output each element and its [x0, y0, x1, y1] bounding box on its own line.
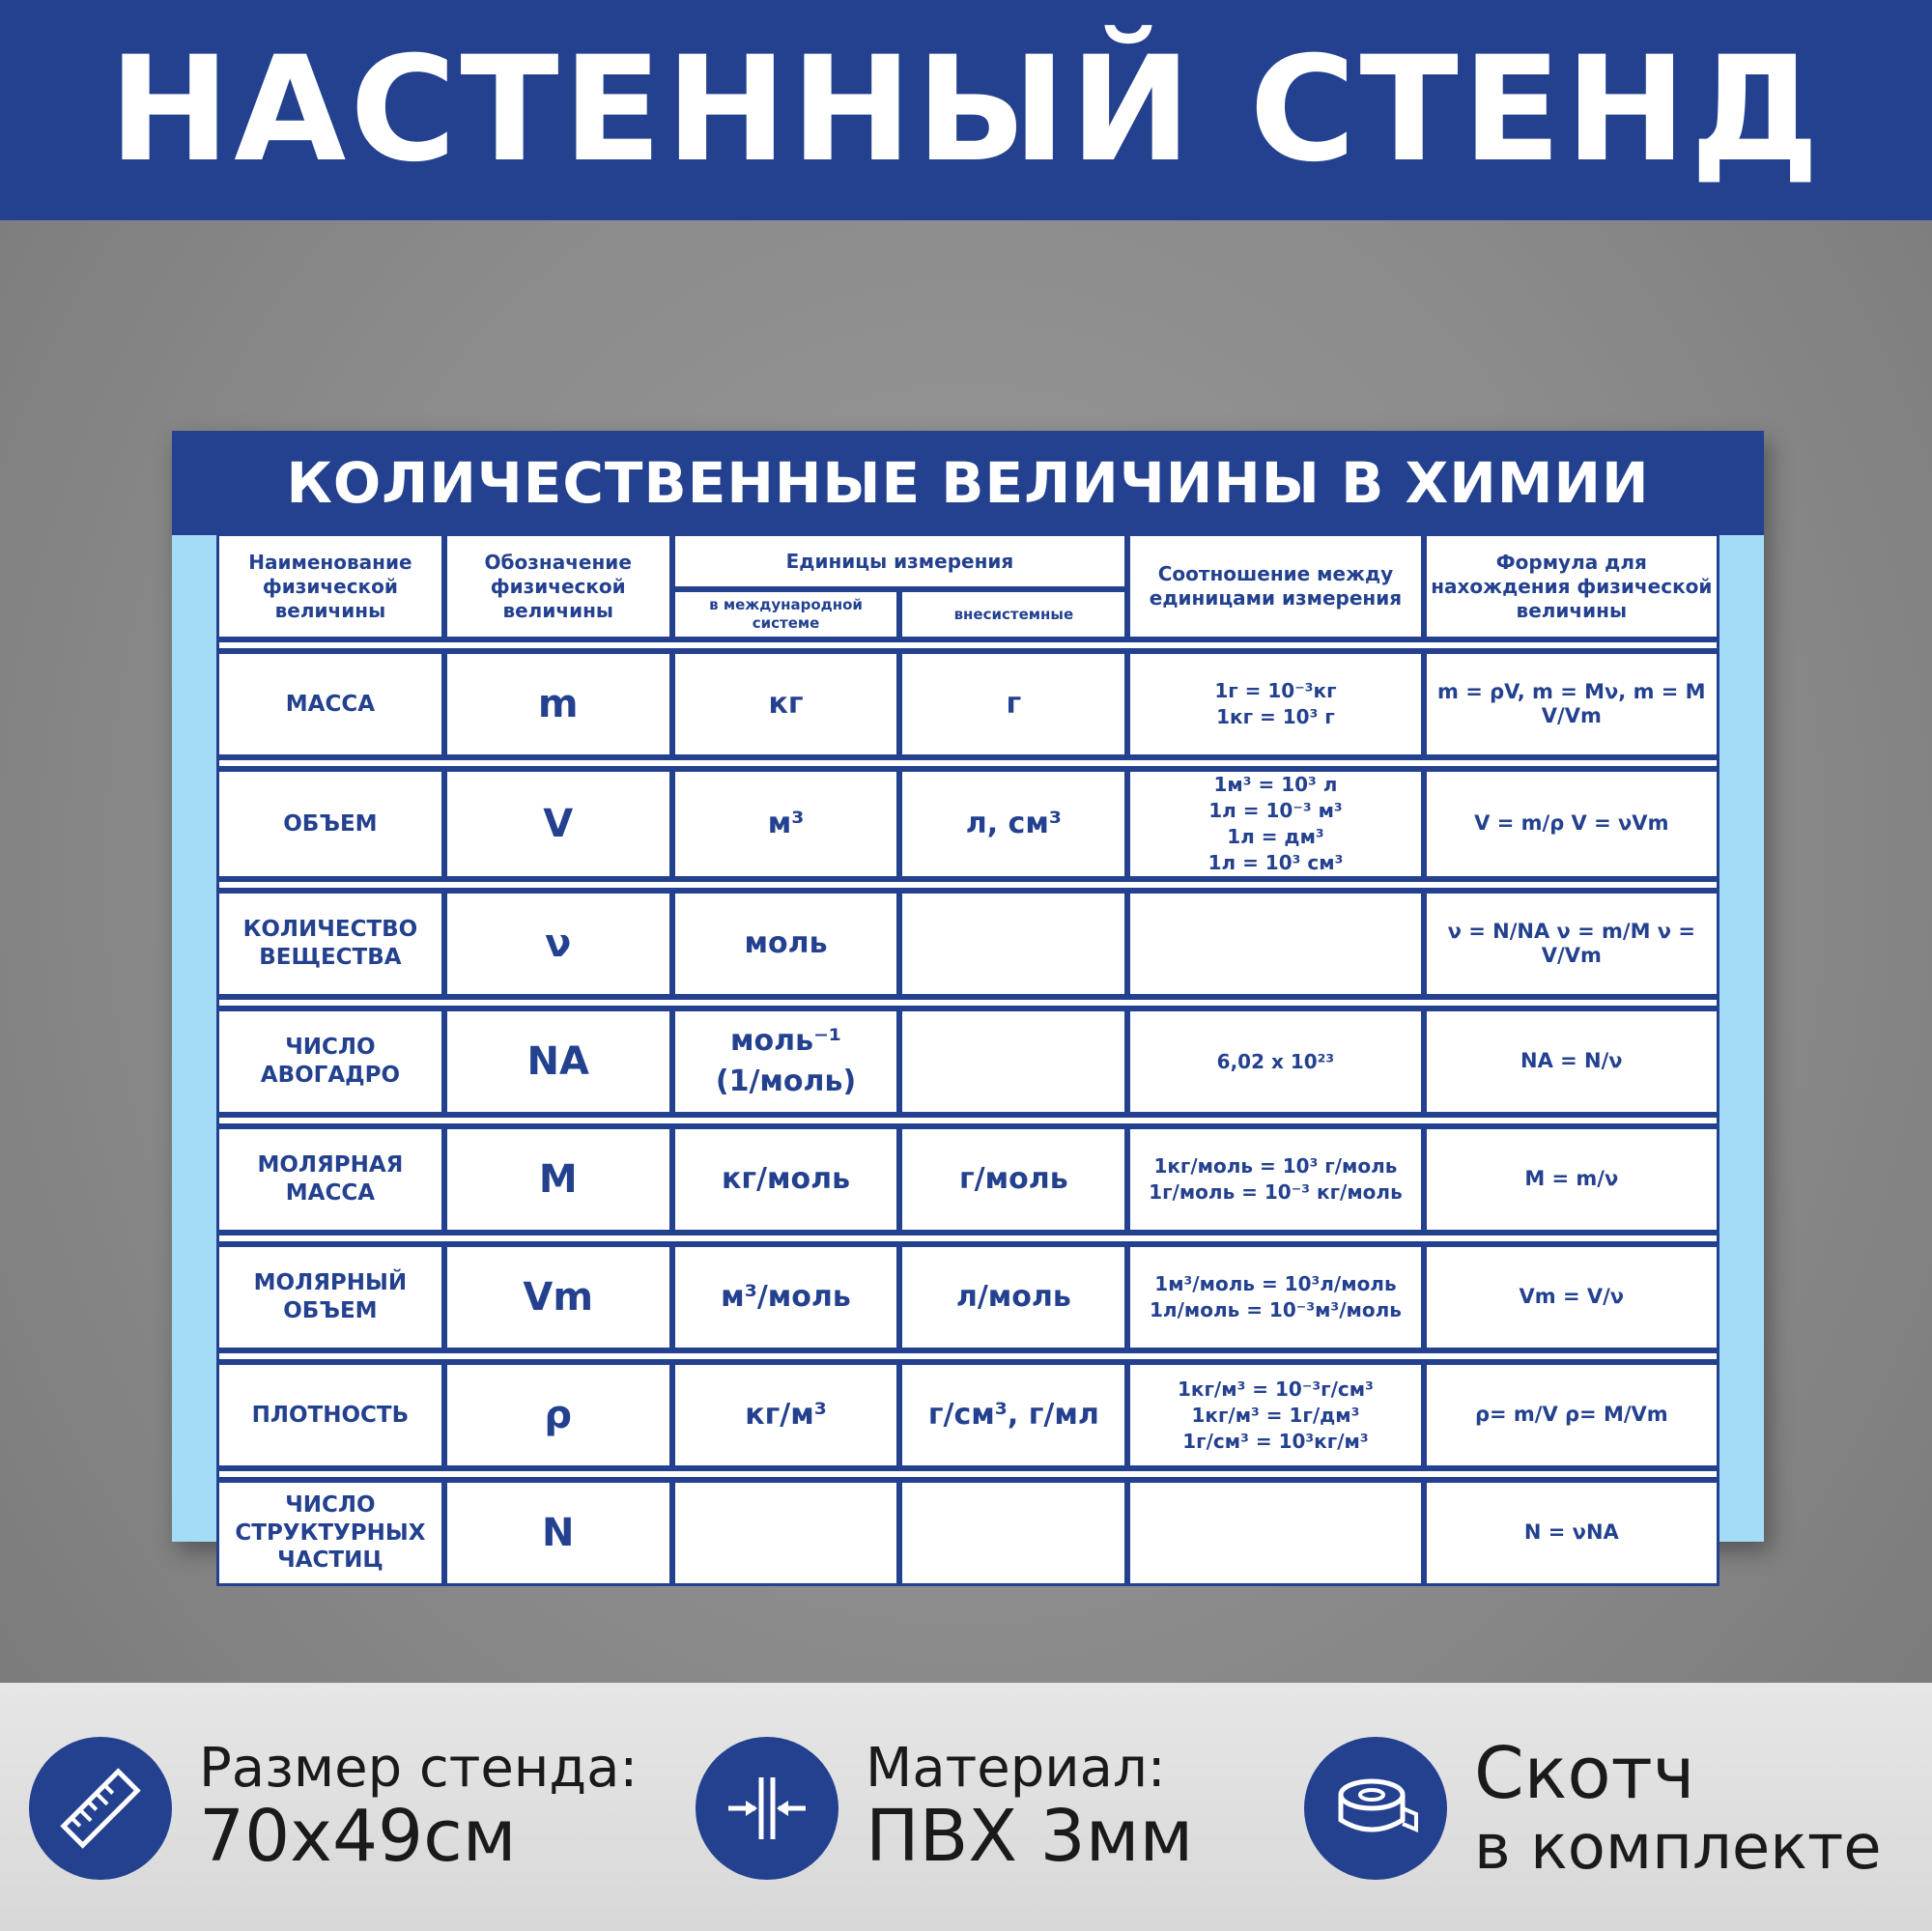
row-name: ЧИСЛО АВОГАДРО — [216, 1008, 444, 1115]
col-header-relation: Соотношение между единицами измерения — [1127, 533, 1423, 639]
row-formula: M = m/ν — [1424, 1126, 1719, 1233]
row-symbol: Vm — [444, 1244, 672, 1350]
row-formula: V = m/ρ V = νVm — [1424, 769, 1719, 879]
row-gap-cell — [216, 757, 1719, 769]
table-row — [216, 1126, 1719, 1233]
material-value: ПВХ 3мм — [866, 1794, 1194, 1878]
row-name: МОЛЯРНЫЙ ОБЪЕМ — [216, 1244, 444, 1350]
row-gap — [216, 757, 1719, 769]
row-unit-other: л/моль — [899, 1244, 1127, 1350]
row-relation: 1кг/моль = 10³ г/моль 1г/моль = 10⁻³ кг/моль — [1127, 1126, 1423, 1233]
info-strip — [0, 1683, 1932, 1931]
row-name: МОЛЯРНАЯ МАССА — [216, 1126, 444, 1233]
col-header-units: Единицы измерения — [672, 533, 1128, 589]
row-unit-si: моль — [672, 891, 900, 997]
row-relation: 1кг/м³ = 10⁻³г/см³ 1кг/м³ = 1г/дм³ 1г/см³ = 10³кг/м³ — [1127, 1362, 1423, 1468]
row-gap-cell — [216, 879, 1719, 891]
stand-board — [172, 431, 1764, 1574]
row-symbol: NA — [444, 1008, 672, 1115]
tape-icon — [1304, 1737, 1447, 1880]
row-symbol: m — [444, 651, 672, 757]
table-row — [216, 891, 1719, 997]
row-relation: 6,02 x 10²³ — [1127, 1008, 1423, 1115]
row-relation: 1м³/моль = 10³л/моль 1л/моль = 10⁻³м³/моль — [1127, 1244, 1423, 1350]
row-unit-other — [899, 891, 1127, 997]
page-title: НАСТЕННЫЙ СТЕНД — [108, 26, 1824, 194]
row-unit-si: м³/моль — [672, 1244, 900, 1350]
table-row — [216, 1244, 1719, 1350]
row-formula: ρ= m/V ρ= M/Vm — [1424, 1362, 1719, 1468]
row-gap — [216, 1468, 1719, 1480]
header-band — [0, 0, 1932, 220]
row-gap-cell — [216, 997, 1719, 1008]
row-formula: Vm = V/ν — [1424, 1244, 1719, 1350]
size-label: Размер стенда: — [199, 1736, 639, 1800]
row-gap — [216, 997, 1719, 1008]
row-symbol: ν — [444, 891, 672, 997]
row-gap-cell — [216, 639, 1719, 651]
table-row — [216, 1362, 1719, 1468]
ruler-icon — [29, 1737, 172, 1880]
row-unit-si — [672, 1480, 900, 1586]
col-header-units-si: в международной системе — [672, 589, 900, 639]
row-unit-si: кг/м³ — [672, 1362, 900, 1468]
table-row — [216, 651, 1719, 757]
row-name: КОЛИЧЕСТВО ВЕЩЕСТВА — [216, 891, 444, 997]
table-header-row — [216, 533, 1719, 589]
row-unit-other: г — [899, 651, 1127, 757]
row-gap-cell — [216, 1115, 1719, 1126]
info-tape — [1304, 1712, 1882, 1905]
row-gap — [216, 639, 1719, 651]
row-gap-cell — [216, 1468, 1719, 1480]
row-name: ПЛОТНОСТЬ — [216, 1362, 444, 1468]
row-symbol: M — [444, 1126, 672, 1233]
row-unit-si: кг/моль — [672, 1126, 900, 1233]
table-row — [216, 1008, 1719, 1115]
row-gap — [216, 1233, 1719, 1244]
row-relation: 1г = 10⁻³кг 1кг = 10³ г — [1127, 651, 1423, 757]
info-size — [29, 1712, 638, 1905]
col-header-units-other: внесистемные — [899, 589, 1127, 639]
row-symbol: N — [444, 1480, 672, 1586]
stand-title-bar — [172, 431, 1764, 535]
col-header-formula: Формула для нахождения физической величины — [1424, 533, 1719, 639]
table-row — [216, 1480, 1719, 1586]
tape-label: Скотч — [1474, 1732, 1695, 1816]
row-relation — [1127, 891, 1423, 997]
row-unit-other: л, см³ — [899, 769, 1127, 879]
info-material — [696, 1712, 1193, 1905]
col-header-name: Наименование физической величины — [216, 533, 444, 639]
row-formula: NA = N/ν — [1424, 1008, 1719, 1115]
row-gap-cell — [216, 1350, 1719, 1362]
row-unit-other: г/см³, г/мл — [899, 1362, 1127, 1468]
row-name: ОБЪЕМ — [216, 769, 444, 879]
row-symbol: V — [444, 769, 672, 879]
row-relation — [1127, 1480, 1423, 1586]
row-unit-other — [899, 1008, 1127, 1115]
size-value: 70х49см — [199, 1794, 517, 1878]
row-name: ЧИСЛО СТРУКТУРНЫХ ЧАСТИЦ — [216, 1480, 444, 1586]
row-gap-cell — [216, 1233, 1719, 1244]
row-gap — [216, 879, 1719, 891]
row-unit-other — [899, 1480, 1127, 1586]
row-unit-si: кг — [672, 651, 900, 757]
row-gap — [216, 1115, 1719, 1126]
row-name: МАССА — [216, 651, 444, 757]
tape-value: в комплекте — [1474, 1811, 1882, 1884]
row-unit-other: г/моль — [899, 1126, 1127, 1233]
quantities-table — [216, 533, 1719, 1586]
row-formula: N = νNA — [1424, 1480, 1719, 1586]
row-symbol: ρ — [444, 1362, 672, 1468]
row-gap — [216, 1350, 1719, 1362]
table-row — [216, 769, 1719, 879]
stand-title: КОЛИЧЕСТВЕННЫЕ ВЕЛИЧИНЫ В ХИМИИ — [286, 450, 1650, 516]
row-relation: 1м³ = 10³ л 1л = 10⁻³ м³ 1л = дм³ 1л = 10³ см³ — [1127, 769, 1423, 879]
thickness-icon — [696, 1737, 838, 1880]
material-label: Материал: — [866, 1736, 1166, 1800]
row-unit-si: моль⁻¹ (1/моль) — [672, 1008, 900, 1115]
row-formula: ν = N/NA ν = m/M ν = V/Vm — [1424, 891, 1719, 997]
row-formula: m = ρV, m = Mν, m = M V/Vm — [1424, 651, 1719, 757]
col-header-symbol: Обозначение физической величины — [444, 533, 672, 639]
row-unit-si: м³ — [672, 769, 900, 879]
